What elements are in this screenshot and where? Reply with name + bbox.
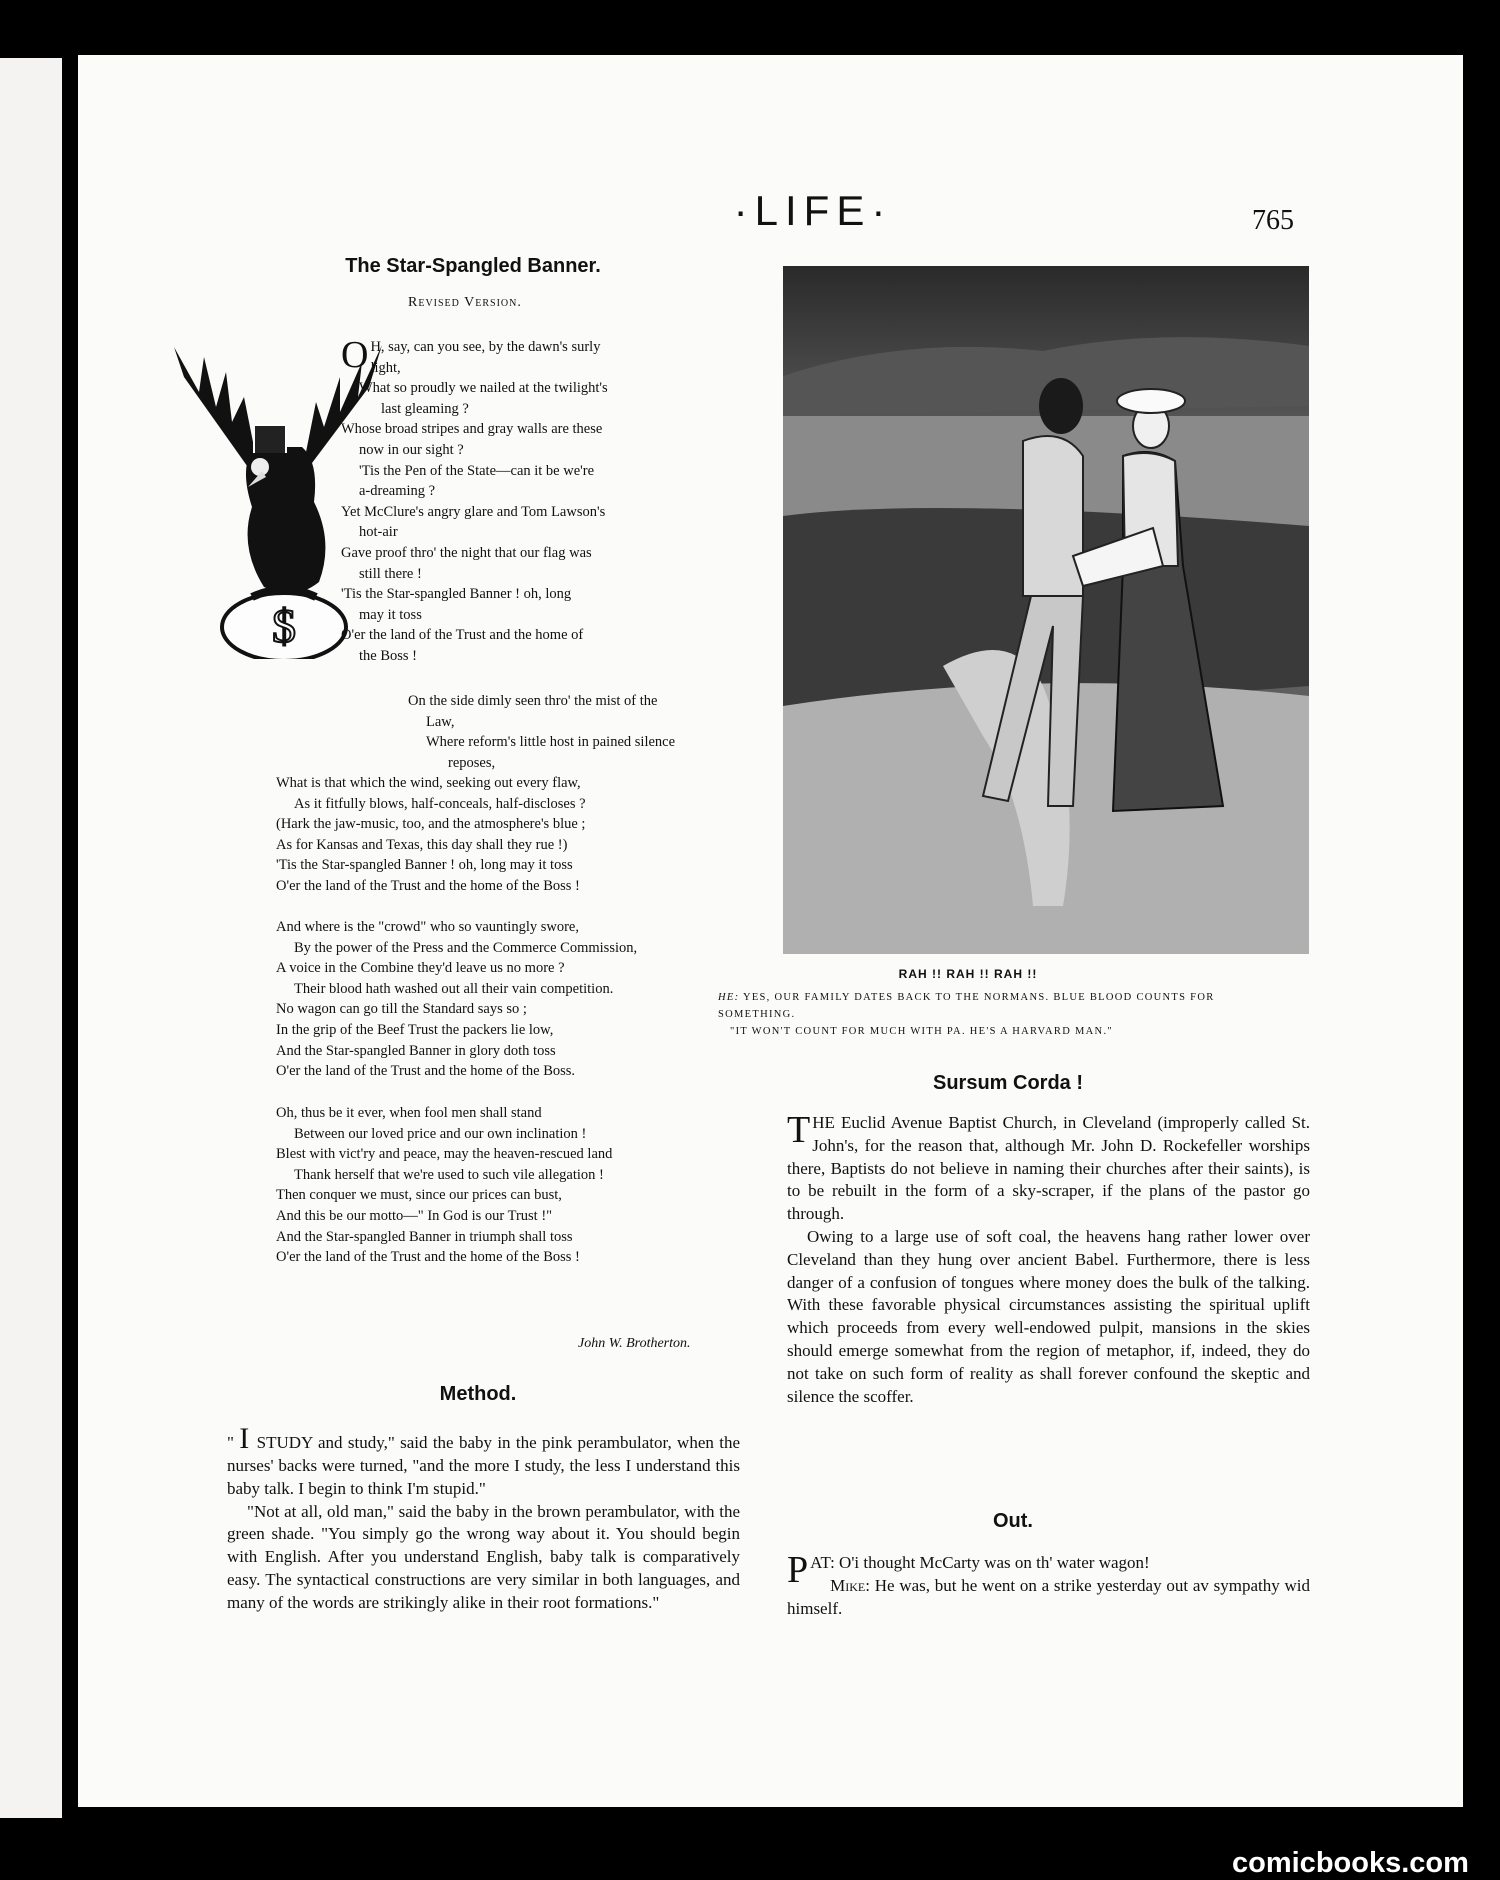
method-text — [227, 1423, 740, 1615]
poem-line: a-dreaming ? — [359, 483, 436, 500]
poem-line: A voice in the Combine they'd leave us no more ? — [276, 960, 565, 977]
poem-line: What is that which the wind, seeking out every flaw, — [276, 775, 581, 791]
method-title: Method. — [439, 1383, 517, 1405]
poem-line: Blest with vict'ry and peace, may the heaven-rescued land — [276, 1146, 613, 1163]
cartoon-caption — [718, 989, 1218, 1040]
poem-stanza-2a — [408, 691, 708, 773]
poem-line: 'Tis the Star-spangled Banner ! oh, long may it toss — [276, 857, 573, 874]
poem-line: the Boss ! — [359, 647, 417, 664]
poem-subtitle: Revised Version. — [408, 295, 522, 310]
poem-line: Thank herself that we're used to such vile allegation ! — [294, 1166, 604, 1183]
out-text — [787, 1549, 1310, 1620]
poem-line: O'er the land of the Trust and the home of the Boss ! — [276, 877, 580, 894]
poem-line: now in our sight ? — [359, 441, 464, 458]
poem-line: No wagon can go till the Standard says so ; — [276, 1001, 527, 1018]
poem-stanza-2b — [276, 773, 696, 897]
poem-line: reposes, — [448, 754, 496, 771]
poem-line: O'er the land of the Trust and the home of — [341, 627, 584, 644]
poem-line: And this be our motto—" In God is our Trust !" — [276, 1207, 553, 1224]
poem-line: And where is the "crowd" who so vauntingly swore, — [276, 919, 579, 935]
sursum-drop-cap: T — [787, 1109, 811, 1151]
poem-line: hot-air — [359, 524, 398, 541]
poem-line: Law, — [426, 713, 455, 730]
poem-line: As for Kansas and Texas, this day shall they rue !) — [276, 836, 568, 853]
poem-drop-cap: O — [341, 334, 369, 376]
poem-line: Gave proof thro' the night that our flag was — [341, 544, 592, 561]
poem-stanza-3 — [276, 917, 716, 1082]
poem-line: On the side dimly seen thro' the mist of the — [408, 693, 658, 709]
sursum-text — [787, 1109, 1310, 1408]
method-paragraph-2: "Not at all, old man," said the baby in the brown perambulator, with the green shade. "You simply go the wrong way about it. You should begin with English. After you understand English, baby talk is comparatively easy. The syntactical constructions are very similar in both languages, and many of the words are strikingly alike in their root formations." — [227, 1501, 740, 1612]
poem-line: As it fitfully blows, half-conceals, half-discloses ? — [294, 795, 586, 812]
poem-line: Their blood hath washed out all their vain competition. — [294, 980, 614, 997]
poem-line: 'Tis the Star-spangled Banner ! oh, long — [341, 586, 572, 603]
adjacent-page-edge — [0, 58, 62, 1818]
sursum-title: Sursum Corda ! — [932, 1072, 1084, 1094]
poem-line: By the power of the Press and the Commerce Commission, — [294, 939, 638, 956]
poem-line: Between our loved price and our own inclination ! — [294, 1125, 587, 1142]
out-title: Out. — [993, 1510, 1033, 1532]
poem-line: Whose broad stripes and gray walls are these — [341, 421, 603, 438]
method-paragraph-1: " I STUDY and study," said the baby in the pink perambulator, when the nurses' backs were turned, "and the more I study, the less I understand this baby talk. I begin to think I'm stupid." — [227, 1422, 740, 1498]
out-drop-cap: P — [787, 1549, 809, 1591]
poem-line: last gleaming ? — [381, 400, 469, 417]
poem-stanza-1 — [341, 334, 641, 667]
poem-line: Yet McClure's angry glare and Tom Lawson's — [341, 503, 606, 520]
poem-line: And the Star-spangled Banner in glory doth toss — [276, 1042, 556, 1059]
out-line-1: PAT: O'i thought McCarty was on th' water wagon! — [787, 1549, 1150, 1591]
poem-line: O'er the land of the Trust and the home of the Boss ! — [276, 1249, 580, 1266]
poem-stanza-4 — [276, 1103, 716, 1268]
watermark: comicbooks.com — [1232, 1847, 1469, 1879]
cartoon-caption-line-2: "IT WON'T COUNT FOR MUCH WITH PA. HE'S A HARVARD MAN." — [730, 1026, 1113, 1037]
cartoon-title: RAH !! RAH !! RAH !! — [898, 967, 1038, 981]
poem-line: may it toss — [359, 606, 422, 623]
poem-line: (Hark the jaw-music, too, and the atmosphere's blue ; — [276, 816, 586, 833]
poem-line: still there ! — [359, 565, 422, 582]
poem-line: Oh, thus be it ever, when fool men shall stand — [276, 1105, 542, 1121]
poem-author: John W. Brotherton. — [578, 1336, 691, 1351]
out-line-2: Mike: He was, but he went on a strike yesterday out av sympathy wid himself. — [787, 1575, 1310, 1618]
poem-line: And the Star-spangled Banner in triumph shall toss — [276, 1228, 573, 1245]
magazine-page — [78, 55, 1463, 1807]
poem-title: The Star-Spangled Banner. — [345, 255, 601, 277]
poem-line: Where reform's little host in pained silence — [426, 734, 676, 751]
sursum-paragraph-1: THE Euclid Avenue Baptist Church, in Cleveland (improperly called St. John's, for the reason that, although Mr. John D. Rockefeller worships there, Baptists do not believe in naming their churches after their saints), is to be rebuilt in the form of a sky-scraper, if the plans of the pastor go through. — [787, 1109, 1310, 1224]
couple-cartoon-illustration — [783, 266, 1309, 954]
page-number: 765 — [1252, 205, 1294, 236]
magazine-title: ·LIFE· — [733, 187, 893, 234]
method-drop-cap: I — [239, 1422, 250, 1455]
poem-line: H, say, can you see, by the dawn's surly — [370, 339, 601, 355]
poem-line: Then conquer we must, since our prices can bust, — [276, 1187, 562, 1204]
poem-line: O'er the land of the Trust and the home of the Boss. — [276, 1063, 576, 1080]
svg-text:$: $ — [272, 600, 296, 653]
poem-line: What so proudly we nailed at the twilight's — [359, 380, 608, 397]
cartoon-caption-line-1: HE: YES, OUR FAMILY DATES BACK TO THE NORMANS. BLUE BLOOD COUNTS FOR SOMETHING. — [718, 992, 1215, 1020]
poem-line: In the grip of the Beef Trust the packers lie low, — [276, 1021, 554, 1038]
poem-line: light, — [370, 359, 401, 376]
poem-line: 'Tis the Pen of the State—can it be we're — [359, 462, 595, 479]
sursum-paragraph-2: Owing to a large use of soft coal, the heavens hang rather lower over Cleveland than they hung over ancient Babel. Furthermore, there is less danger of a confusion of tongues where money does the bulk of the talking. With these favorable physical circumstances assisting the spiritual uplift which proceeds from every well-endowed pulpit, mansions in the skies should emerge somewhat from the region of metaphor, if, indeed, they do not take on such form of reality as shall forever confound the skeptic and silence the scoffer. — [787, 1226, 1310, 1406]
